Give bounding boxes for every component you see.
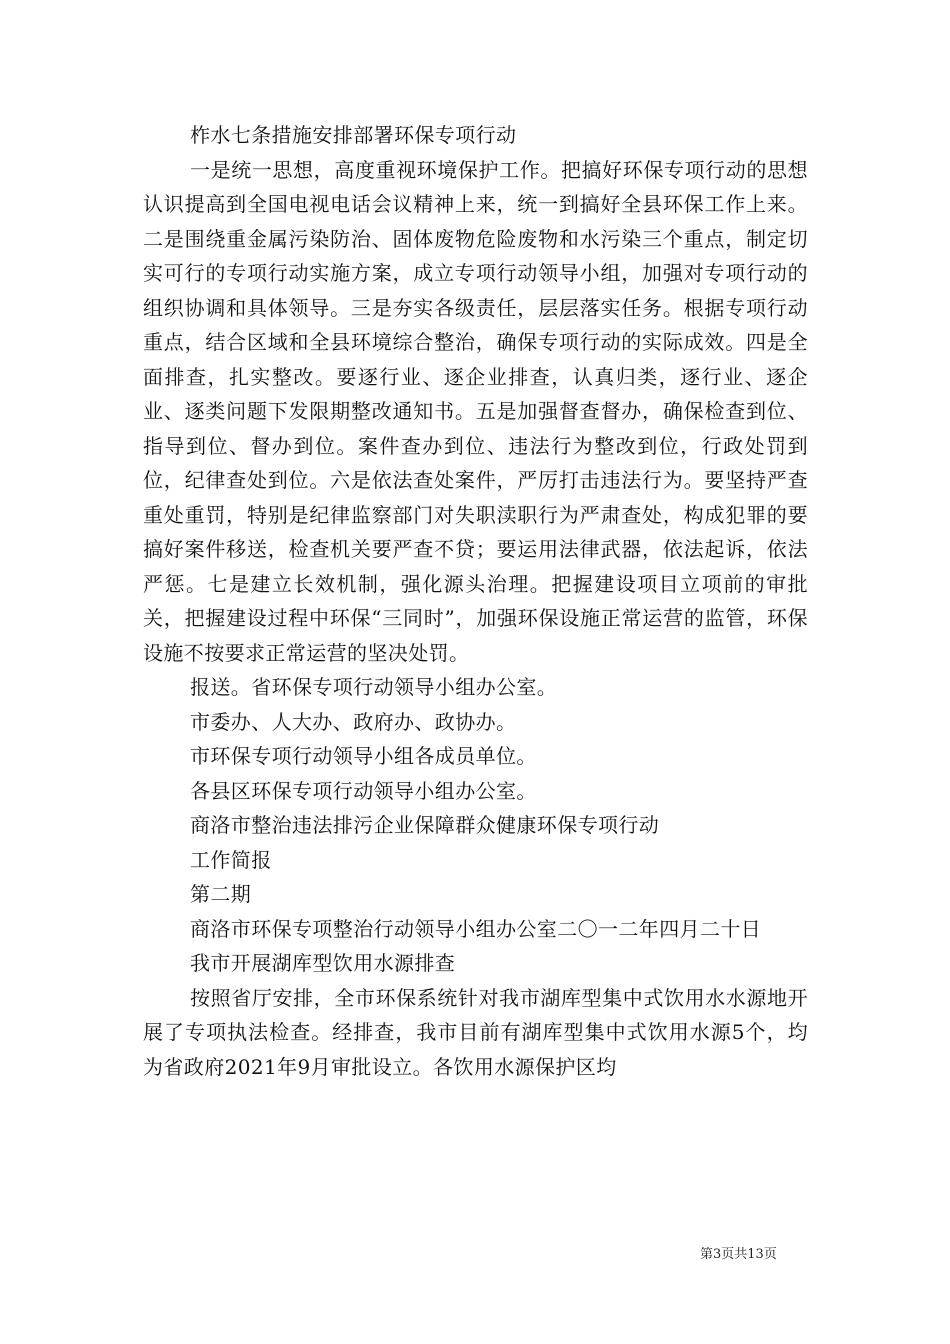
distribution-line: 市委办、人大办、政府办、政协办。 bbox=[190, 709, 517, 734]
section-heading: 柞水七条措施安排部署环保专项行动 bbox=[190, 123, 517, 147]
section-heading: 我市开展湖库型饮用水源排查 bbox=[190, 951, 456, 975]
document-body bbox=[143, 118, 808, 1084]
bulletin-subtitle: 工作简报 bbox=[190, 847, 272, 872]
bulletin-title: 商洛市整治违法排污企业保障群众健康环保专项行动 bbox=[190, 813, 660, 837]
bulletin-issuer-date: 商洛市环保专项整治行动领导小组办公室二〇一二年四月二十日 bbox=[190, 916, 762, 941]
distribution-line: 市环保专项行动领导小组各成员单位。 bbox=[190, 744, 537, 768]
body-paragraph: 一是统一思想，高度重视环境保护工作。把搞好环保专项行动的思想认识提高到全国电视电话会议精神上来，统一到搞好全县环保工作上来。二是围绕重金属污染防治、固体废物危险废物和水污染三个重点，制定切实可行的专项行动实施方案，成立专项行动领导小组，加强对专项行动的组织协调和具体领导。三是夯实各级责任，层层落实任务。根据专项行动重点，结合区域和全县环境综合整治，确保专项行动的实际成效。四是全面排查，扎实整改。要逐行业、逐企业排查，认真归类，逐行业、逐企业、逐类问题下发限期整改通知书。五是加强督查督办，确保检查到位、指导到位、督办到位。案件查办到位、违法行为整改到位，行政处罚到位，纪律查处到位。六是依法查处案件，严厉打击违法行为。要坚持严查重处重罚，特别是纪律监察部门对失职渎职行为严肃查处，构成犯罪的要搞好案件移送，检查机关要严查不贷；要运用法律武器，依法起诉，依法严惩。七是建立长效机制，强化源头治理。把握建设项目立项前的审批关，把握建设过程中环保“三同时”，加强环保设施正常运营的监管，环保设施不按要求正常运营的坚决处罚。 bbox=[143, 157, 808, 665]
bulletin-issue: 第二期 bbox=[190, 882, 252, 906]
distribution-line: 报送。省环保专项行动领导小组办公室。 bbox=[190, 675, 558, 699]
distribution-line: 各县区环保专项行动领导小组办公室。 bbox=[190, 778, 537, 803]
body-paragraph: 按照省厅安排，全市环保系统针对我市湖库型集中式饮用水水源地开展了专项执法检查。经排查，我市目前有湖库型集中式饮用水源5个，均为省政府2021年9月审批设立。各饮用水源保护区均 bbox=[143, 985, 808, 1079]
page-number: 第3页共13页 bbox=[700, 1247, 777, 1262]
